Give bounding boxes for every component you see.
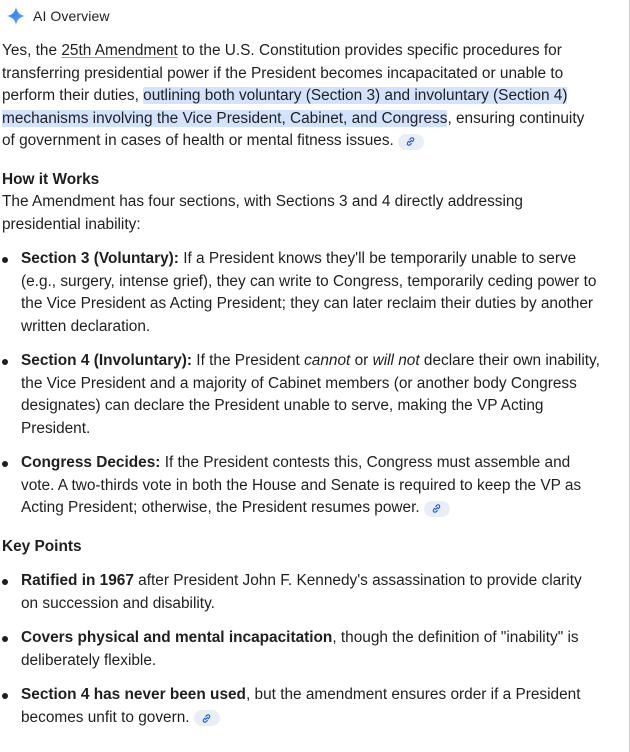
bullet-dot — [2, 257, 8, 263]
intro-paragraph — [2, 40, 600, 153]
source-link-chip[interactable] — [398, 134, 424, 150]
intro-text-mid: to the U.S. Constitution provides specific procedures for transferring presidential power if the President becomes incapacitated or unable to perform their duties, — [2, 42, 564, 104]
key-points-section — [2, 536, 600, 730]
how-it-works-heading: How it Works — [2, 170, 100, 188]
key-points-heading: Key Points — [2, 537, 82, 555]
intro-text-end: , ensuring continuity of government in cases of health or mental fitness issues. — [2, 109, 585, 149]
item-text: after President John F. Kennedy's assassination to provide clarity on succession and disability. — [21, 572, 582, 612]
item-text: If a President knows they'll be temporarily unable to serve (e.g., surgery, intense grief), they can write to Congress, temporarily ceding power to the Vice President as Acting President; they can later reclaim their duties by another written declaration. — [21, 250, 597, 335]
source-link-chip[interactable] — [194, 710, 220, 726]
source-link-chip[interactable] — [424, 501, 450, 517]
amendment-link[interactable]: 25th Amendment — [61, 42, 178, 59]
intro-text-start: Yes, the — [2, 42, 62, 59]
item-label: Ratified in 1967 — [21, 572, 134, 589]
list-item — [2, 452, 600, 520]
bullet-dot — [2, 693, 8, 699]
highlighted-passage: outlining both voluntary (Section 3) and involuntary (Section 4) mechanisms involving the Vice President, Cabinet, and Congress — [2, 87, 568, 127]
item-emphasis: cannot — [304, 352, 351, 369]
how-it-works-list — [2, 248, 600, 520]
ai-overview-header — [6, 5, 110, 27]
list-item — [2, 570, 600, 615]
bullet-dot — [2, 461, 8, 467]
list-item — [2, 627, 600, 672]
header-title: AI Overview — [33, 8, 110, 24]
how-it-works-text: The Amendment has four sections, with Sections 3 and 4 directly addressing presidential inability: — [2, 193, 523, 233]
list-item — [2, 684, 600, 729]
item-text: If the President contests this, Congress must assemble and vote. A two-thirds vote in both the House and Senate is required to keep the VP as Acting President; otherwise, the President resumes power. — [21, 454, 582, 516]
item-label: Section 4 has never been used — [21, 686, 246, 703]
item-text: declare their own inability, the Vice President and a majority of Cabinet members (or another body Congress designates) can declare the President unable to serve, making the VP Acting President. — [21, 352, 600, 437]
link-icon — [431, 503, 442, 514]
link-icon — [405, 136, 416, 147]
item-label: Congress Decides: — [21, 454, 161, 471]
how-it-works-section — [2, 169, 600, 520]
item-label: Section 4 (Involuntary): — [21, 352, 193, 369]
item-label: Section 3 (Voluntary): — [21, 250, 179, 267]
item-text: or — [350, 352, 373, 369]
key-points-list — [2, 570, 600, 729]
bullet-dot — [2, 359, 8, 365]
item-label: Covers physical and mental incapacitation — [21, 629, 333, 646]
bullet-dot — [2, 579, 8, 585]
item-emphasis: will not — [372, 352, 420, 369]
link-icon — [201, 713, 212, 724]
list-item — [2, 350, 600, 440]
overview-content — [2, 40, 600, 745]
bullet-dot — [2, 636, 8, 642]
item-text: , though the definition of "inability" is deliberately flexible. — [21, 629, 579, 669]
item-text: , but the amendment ensures order if a President becomes unfit to govern. — [21, 686, 581, 726]
sparkle-icon — [6, 6, 26, 26]
item-text: If the President — [192, 352, 305, 369]
list-item — [2, 248, 600, 338]
